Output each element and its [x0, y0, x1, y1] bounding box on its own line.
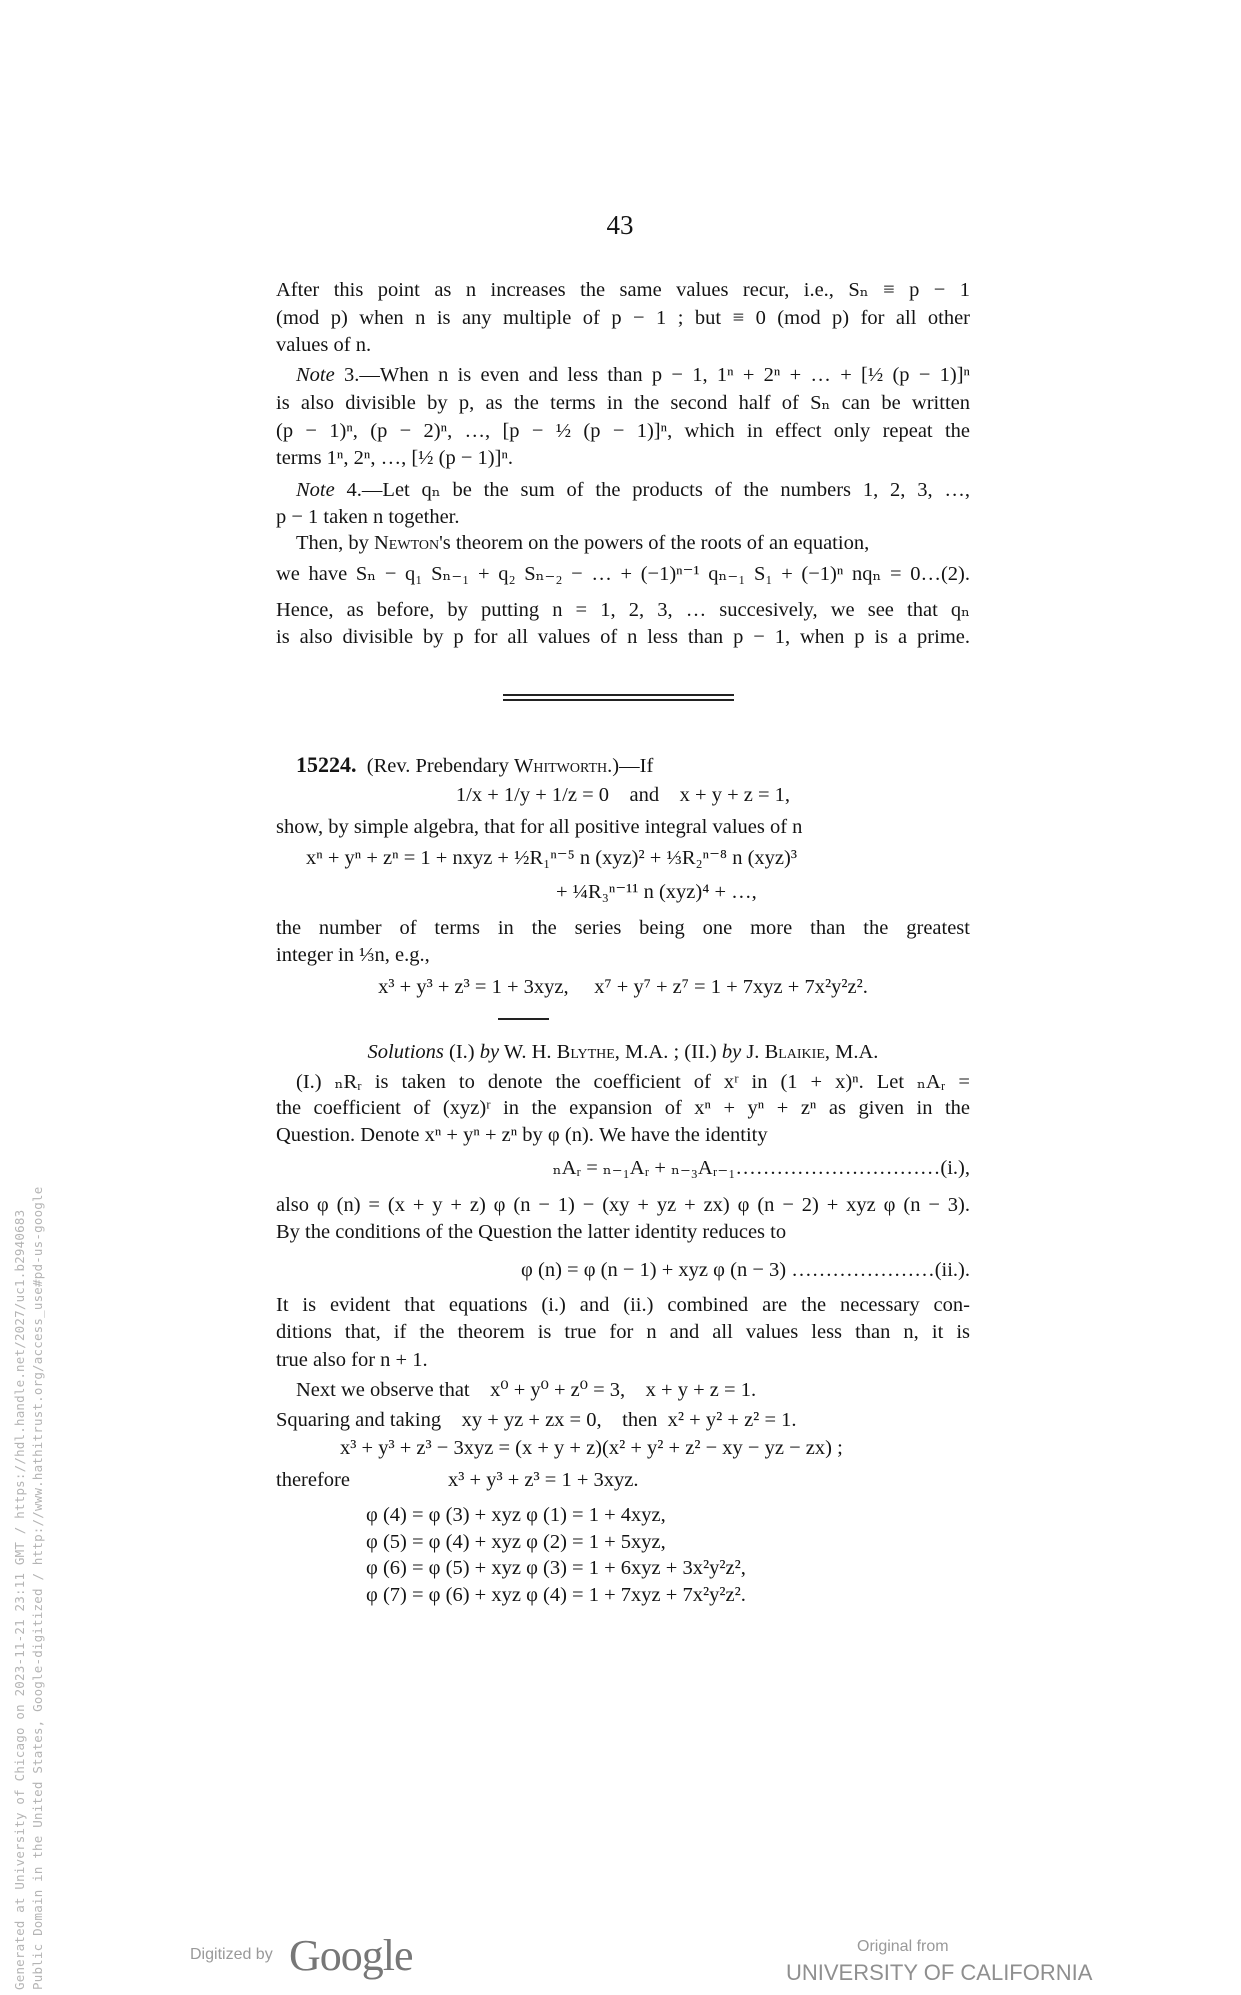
- text-line: Hence, as before, by putting n = 1, 2, 3, … succesively, we see that qₙ: [276, 599, 970, 621]
- text-line: (I.) ₙRᵣ is taken to denote the coefficient of xʳ in (1 + x)ⁿ. Let ₙAᵣ =: [296, 1071, 970, 1093]
- section-divider: [503, 699, 734, 701]
- equation-line: φ (5) = φ (4) + xyz φ (2) = 1 + 5xyz,: [366, 1531, 666, 1553]
- text-line: true also for n + 1.: [276, 1349, 428, 1371]
- text: J.: [746, 1041, 760, 1063]
- equation-line: φ (7) = φ (6) + xyz φ (4) = 1 + 7xyz + 7x²y²z².: [366, 1584, 746, 1606]
- equation-line: φ (4) = φ (3) + xyz φ (1) = 1 + 4xyz,: [366, 1504, 666, 1526]
- name: Newton: [374, 532, 440, 554]
- text-line: (p − 1)ⁿ, (p − 2)ⁿ, …, [p − ½ (p − 1)]ⁿ, which in effect only repeat the: [276, 420, 970, 442]
- note-4-line: [296, 476, 970, 504]
- divider: [498, 1018, 549, 1020]
- equation-line: x³ + y³ + z³ = 1 + 3xyz.: [448, 1469, 639, 1491]
- text: Solutions: [367, 1041, 444, 1063]
- text: W. H.: [503, 1041, 552, 1063]
- text: )—If: [612, 755, 654, 777]
- original-from-label: Original from: [857, 1938, 949, 1955]
- question-header: [296, 751, 990, 779]
- text: (I.): [449, 1041, 475, 1063]
- text-line: terms 1ⁿ, 2ⁿ, …, [½ (p − 1)]ⁿ.: [276, 447, 514, 469]
- equation-line: xⁿ + yⁿ + zⁿ = 1 + nxyz + ½R₁ⁿ⁻⁵ n (xyz)² + ⅓R₂ⁿ⁻⁸ n (xyz)³: [306, 847, 797, 869]
- text-line: Next we observe that x⁰ + y⁰ + z⁰ = 3, x + y + z = 1.: [296, 1379, 757, 1401]
- text: 4.—Let qₙ be the sum of the products of the numbers 1, 2, 3, …,: [346, 479, 971, 501]
- text: Then, by: [296, 532, 369, 554]
- question-number: 15224.: [296, 752, 357, 777]
- note-label: Note: [296, 364, 335, 386]
- note-3-line: [296, 361, 970, 389]
- equation-line: ₙAᵣ = ₙ₋₁Aᵣ + ₙ₋₃Aᵣ₋₁…………………………(i.),: [552, 1157, 970, 1179]
- text-line: It is evident that equations (i.) and (ii.) combined are the necessary con-: [276, 1294, 970, 1316]
- text: by: [721, 1041, 742, 1063]
- text: , M.A. ; (II.): [614, 1041, 717, 1063]
- text-line: is also divisible by p for all values of n less than p − 1, when p is a prime.: [276, 626, 970, 648]
- university-label: UNIVERSITY OF CALIFORNIA: [786, 1960, 1093, 1985]
- text-line: integer in ⅓n, e.g.,: [276, 944, 430, 966]
- text-line: [296, 529, 970, 557]
- text-line: ditions that, if the theorem is true for n and all values less than n, it is: [276, 1321, 970, 1343]
- equation-line: φ (6) = φ (5) + xyz φ (3) = 1 + 6xyz + 3x²y²z²,: [366, 1557, 746, 1579]
- text: 3.—When n is even and less than p − 1, 1ⁿ + 2ⁿ + … + [½ (p − 1)]ⁿ: [343, 364, 970, 386]
- author-name: Whitworth.: [514, 755, 613, 777]
- text-line: Question. Denote xⁿ + yⁿ + zⁿ by φ (n). We have the identity: [276, 1124, 768, 1146]
- text: by: [479, 1041, 500, 1063]
- text-line: values of n.: [276, 334, 372, 356]
- text-line: the coefficient of (xyz)ʳ in the expansion of xⁿ + yⁿ + zⁿ as given in the: [276, 1097, 970, 1119]
- page-number: 43: [606, 210, 634, 240]
- solver-name: Blythe: [556, 1041, 615, 1063]
- text-line: therefore: [276, 1469, 350, 1491]
- text-line: By the conditions of the Question the latter identity reduces to: [276, 1221, 787, 1243]
- digitized-by-label: Digitized by: [190, 1946, 273, 1963]
- text-line: show, by simple algebra, that for all positive integral values of n: [276, 816, 803, 838]
- equation-line: we have Sₙ − q₁ Sₙ₋₁ + q₂ Sₙ₋₂ − … + (−1)ⁿ⁻¹ qₙ₋₁ S₁ + (−1)ⁿ nqₙ = 0…(2).: [276, 563, 970, 585]
- text-line: is also divisible by p, as the terms in the second half of Sₙ can be written: [276, 392, 970, 414]
- watermark-line-2: Public Domain in the United States, Google-digitized / http://www.hathitrust.org/access_use#pd-us-google: [30, 1186, 45, 1990]
- text-line: p − 1 taken n together.: [276, 506, 460, 528]
- note-label: Note: [296, 479, 335, 501]
- solver-name: Blaikie: [764, 1041, 825, 1063]
- equation-line: + ¼R₃ⁿ⁻¹¹ n (xyz)⁴ + …,: [556, 881, 757, 903]
- text-line: Squaring and taking xy + yz + zx = 0, then x² + y² + z² = 1.: [276, 1409, 797, 1431]
- text: 's theorem on the powers of the roots of an equation,: [439, 532, 870, 554]
- solution-header: [276, 1038, 970, 1066]
- text: (Rev. Prebendary: [366, 755, 509, 777]
- text: , M.A.: [824, 1041, 879, 1063]
- section-divider: [503, 694, 734, 696]
- text-line: (mod p) when n is any multiple of p − 1 ; but ≡ 0 (mod p) for all other: [276, 307, 970, 329]
- text-line: After this point as n increases the same values recur, i.e., Sₙ ≡ p − 1: [276, 279, 970, 301]
- equation-line: φ (n) = φ (n − 1) + xyz φ (n − 3) …………………(ii.).: [521, 1259, 970, 1281]
- equation-line: 1/x + 1/y + 1/z = 0 and x + y + z = 1,: [455, 784, 791, 806]
- equation-line: x³ + y³ + z³ − 3xyz = (x + y + z)(x² + y² + z² − xy − yz − zx) ;: [340, 1437, 843, 1459]
- google-logo: Google: [289, 1931, 413, 1980]
- text-line: the number of terms in the series being one more than the greatest: [276, 917, 970, 939]
- equation-line: x³ + y³ + z³ = 1 + 3xyz, x⁷ + y⁷ + z⁷ = 1 + 7xyz + 7x²y²z².: [378, 976, 868, 998]
- equation-line: also φ (n) = (x + y + z) φ (n − 1) − (xy + yz + zx) φ (n − 2) + xyz φ (n − 3).: [276, 1194, 970, 1216]
- watermark-line-1: Generated at University of Chicago on 2023-11-21 23:11 GMT / https://hdl.handle.net/2027/uc1.b2940683: [12, 1209, 27, 1990]
